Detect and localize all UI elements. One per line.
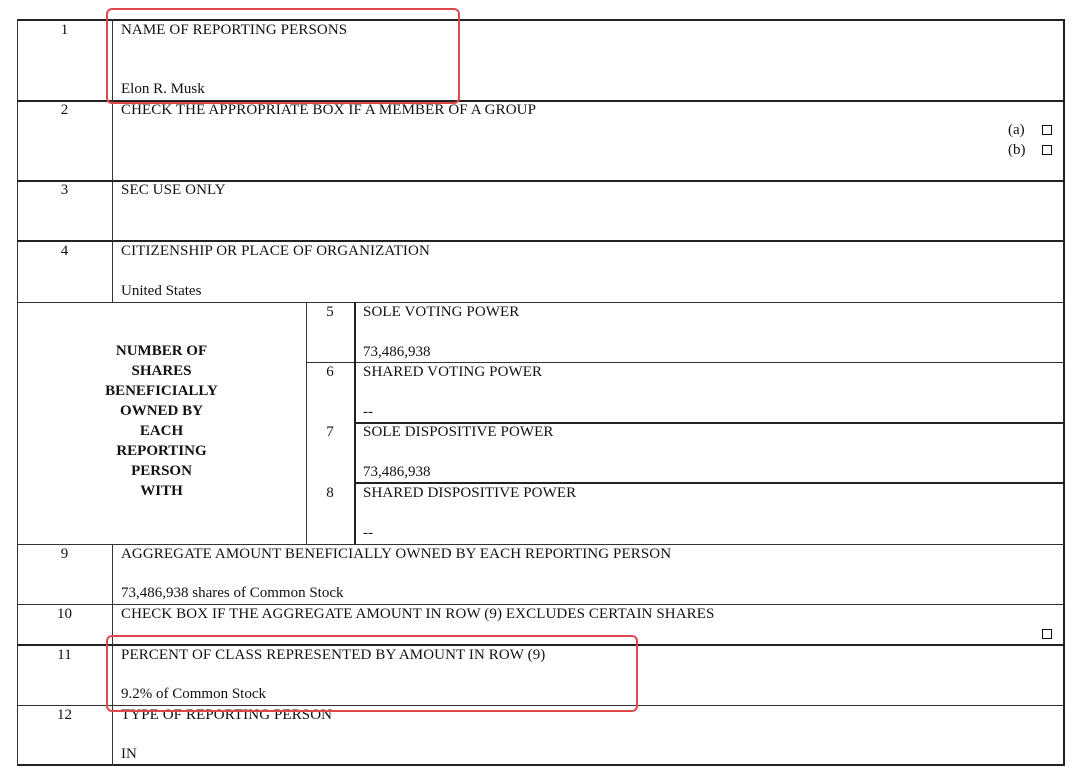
border-right bbox=[1063, 19, 1065, 766]
group-b-checkbox[interactable] bbox=[1042, 145, 1052, 155]
row-number: 9 bbox=[60, 546, 69, 562]
row-number: 2 bbox=[60, 102, 69, 118]
row-caption: CHECK THE APPROPRIATE BOX IF A MEMBER OF A GROUP bbox=[121, 102, 537, 118]
row-number: 5 bbox=[326, 304, 334, 320]
row-divider bbox=[17, 240, 1065, 242]
sole-voting-power-value: 73,486,938 bbox=[363, 344, 431, 360]
row-divider bbox=[17, 302, 1065, 303]
sole-dispositive-power-value: 73,486,938 bbox=[363, 464, 431, 480]
row-caption: AGGREGATE AMOUNT BENEFICIALLY OWNED BY EACH REPORTING PERSON bbox=[121, 546, 672, 562]
row-caption: PERCENT OF CLASS REPRESENTED BY AMOUNT IN ROW (9) bbox=[121, 647, 546, 663]
reporting-person-type-value: IN bbox=[121, 746, 137, 762]
shared-dispositive-power-value: -- bbox=[363, 525, 373, 541]
row-caption: SHARED DISPOSITIVE POWER bbox=[363, 485, 577, 501]
label-line: WITH bbox=[140, 483, 183, 499]
border-bottom bbox=[17, 764, 1065, 766]
row-number: 8 bbox=[326, 485, 334, 501]
label-line: SHARES bbox=[131, 363, 192, 379]
row-number: 6 bbox=[326, 364, 334, 380]
col-divider bbox=[354, 302, 356, 544]
highlight-box-percent bbox=[106, 635, 638, 712]
row-caption: CITIZENSHIP OR PLACE OF ORGANIZATION bbox=[121, 243, 430, 259]
reporting-person-name: Elon R. Musk bbox=[121, 81, 205, 97]
shares-block-label bbox=[17, 341, 306, 501]
row-number: 3 bbox=[60, 182, 69, 198]
row-caption: SOLE VOTING POWER bbox=[363, 304, 520, 320]
row-number: 12 bbox=[57, 707, 72, 723]
option-a-label: (a) bbox=[1008, 122, 1025, 138]
shared-voting-power-value: -- bbox=[363, 404, 373, 420]
row-number: 4 bbox=[60, 243, 69, 259]
row-divider bbox=[306, 362, 1065, 363]
label-line: NUMBER OF bbox=[115, 343, 208, 359]
highlight-box-name bbox=[106, 8, 460, 104]
col-divider bbox=[306, 302, 307, 544]
percent-of-class-value: 9.2% of Common Stock bbox=[121, 686, 266, 702]
row-caption: CHECK BOX IF THE AGGREGATE AMOUNT IN ROW (9) EXCLUDES CERTAIN SHARES bbox=[121, 606, 715, 622]
row-number: 1 bbox=[60, 22, 69, 38]
excludes-shares-checkbox[interactable] bbox=[1042, 629, 1052, 639]
row-divider bbox=[354, 482, 1065, 484]
label-line: PERSON bbox=[131, 463, 192, 479]
group-a-checkbox[interactable] bbox=[1042, 125, 1052, 135]
option-b-label: (b) bbox=[1008, 142, 1026, 158]
citizenship-value: United States bbox=[121, 283, 202, 299]
row-caption: SOLE DISPOSITIVE POWER bbox=[363, 424, 554, 440]
row-caption: SEC USE ONLY bbox=[121, 182, 226, 198]
label-line: BENEFICIALLY bbox=[105, 383, 218, 399]
row-caption: NAME OF REPORTING PERSONS bbox=[121, 22, 348, 38]
row-number: 10 bbox=[57, 606, 72, 622]
row-divider bbox=[17, 604, 1065, 605]
label-line: OWNED BY bbox=[120, 403, 203, 419]
label-line: EACH bbox=[139, 423, 184, 439]
label-line: REPORTING bbox=[116, 443, 207, 459]
row-divider bbox=[17, 544, 1065, 545]
row-number: 11 bbox=[57, 647, 72, 663]
row-caption: TYPE OF REPORTING PERSON bbox=[121, 707, 333, 723]
row-number: 7 bbox=[326, 424, 334, 440]
row-caption: SHARED VOTING POWER bbox=[363, 364, 543, 380]
aggregate-amount-value: 73,486,938 shares of Common Stock bbox=[121, 585, 344, 601]
